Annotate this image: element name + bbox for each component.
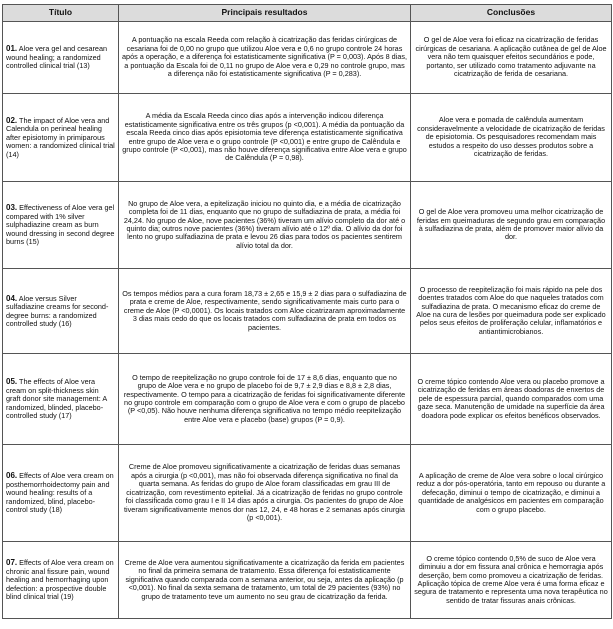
header-title: Título <box>3 5 119 22</box>
study-title-cell <box>3 542 119 619</box>
study-number: 05. <box>6 377 18 387</box>
study-number: 04. <box>6 293 18 303</box>
study-conclusions: O creme tópico contendo Aloe vera ou placebo promove a cicatrização de feridas em áreas doadoras de enxertos de pele de espessura parcial, quando comparados com uma gaze seca. Manutenção de umidade na superfície da área doadora pode explicar os efeitos benéficos observados. <box>411 354 612 445</box>
study-conclusions: O processo de reepitelização foi mais rápido na pele dos doentes tratados com Aloe do que naqueles tratados com sulfadiazina de prata. O mecanismo eficaz do creme de Aloe na cura de lesões por queimadura pode ser explicado pelos seus efeitos de proliferação celular, inflamatórios e antiantimicrobianos. <box>411 269 612 354</box>
study-conclusions: Aloe vera e pomada de calêndula aumentam consideravelmente a velocidade de cicatrização de feridas de episiotomia. Os pesquisadores recomendam mais estudos a respeito do uso desses produtos sobre a cicatrização de feridas. <box>411 94 612 182</box>
table-row <box>3 182 612 269</box>
study-results: Creme de Aloe vera aumentou significativamente a cicatrização da ferida em pacientes no final da primeira semana de tratamento. Essa diferença foi estatisticamente significativa quando comparada com a semana anterior, ou seja, antes da aplicação (p <0,001). No final da sexta semana de tratamento, um total de 29 pacientes (93%) no grupo de tratamento teve um aumento no seu grau de cicatrização da ferida. <box>119 542 411 619</box>
study-number: 03. <box>6 203 18 213</box>
table-row <box>3 94 612 182</box>
study-title: Effects of Aloe vera cream on chronic anal fissure pain, wound healing and hemorrhaging upon defection: a prospective double blind clinical trial (19) <box>6 558 114 602</box>
table-row <box>3 445 612 542</box>
table-row <box>3 22 612 94</box>
table-row <box>3 269 612 354</box>
study-number: 06. <box>6 471 18 481</box>
study-results: Os tempos médios para a cura foram 18,73 ± 2,65 e 15,9 ± 2 dias para o sulfadiazina de prata e creme de Aloe, respectivamente, sendo significativamente mais curto para o creme de Aloe (P <0,0001). Os locais tratados com Aloe cicatrizaram aproximadamente 3 dias mais cedo do que os locais tratados com sulfadiazina de prata em todos os pacientes. <box>119 269 411 354</box>
study-title: Aloe versus Silver sulfadiazine creams for second-degree burns: a randomized controlled study (16) <box>6 293 109 328</box>
study-results: Creme de Aloe promoveu significativamente a cicatrização de feridas duas semanas após a cirurgia (p <0,001), mas não foi observada diferença significativa no final da quarta semana. As feridas do grupo de Aloe foram classificadas em grau III de cicatrização, com revestimento epitelial. Já a cicatrização de feridas no grupo controle foi classificada como grau I e II 14 dias após a cirurgia. Os pacientes do grupo de Aloe tiveram significativamente menos dor nas 12, 24, e 48 horas e 2 semanas após cirurgia (p <0,001). <box>119 445 411 542</box>
study-results: A média da Escala Reeda cinco dias após a intervenção indicou diferença estatisticamente significativa entre os três grupos (p <0,001). A média da pontuação da escala Reeda cinco dias após episiotomia teve diferença estatisticamente significativa entre grupo de Aloe vera e o grupo controle (P <0,001) e entre grupo de Calêndula e grupo controle (P <0,001), mas não houve diferença significativa entre Aloe vera e grupo de Calêndula (P = 0,98). <box>119 94 411 182</box>
study-number: 02. <box>6 115 18 125</box>
results-table <box>2 4 612 619</box>
study-results: No grupo de Aloe vera, a epitelização iniciou no quinto dia, e a média de cicatrização completa foi de 11 dias, enquanto que no grupo de sulfadiazina de prata, a média foi 24,24. No grupo de Aloe, nove pacientes (36%) tiveram um alívio completo da dor até o quinto dia; outros nove pacientes (36%) tiveram alívio até o 12º dia. O alívio da dor foi lento no grupo sulfadiazina de prata e levou 26 dias para todos os pacientes sentirem alívio total da dor. <box>119 182 411 269</box>
study-conclusions: O creme tópico contendo 0,5% de suco de Aloe vera diminuiu a dor em fissura anal crônica e hemorragia após deserção, bem como promoveu a cicatrização de feridas. Aplicação tópica de creme Aloe vera é uma forma eficaz e segura de tratamento e representa uma nova terapêutica no sentido de tratar fissuras anais crônicas. <box>411 542 612 619</box>
study-conclusions: O gel de Aloe vera foi eficaz na cicatrização de feridas cirúrgicas de cesariana. A aplicação cutânea de gel de Aloe vera não tem quaisquer efeitos secundários e pode, portanto, ser utilizado como tratamento adjuvante na cicatrização de ferida de cesariana. <box>411 22 612 94</box>
header-conclusions: Conclusões <box>411 5 612 22</box>
study-conclusions: A aplicação de creme de Aloe vera sobre o local cirúrgico reduz a dor pós-operatória, tanto em repouso ou durante a defecação, diminui o tempo de cicatrização, e diminui a quantidade de analgésicos em pacientes em comparação com o grupo placebo. <box>411 445 612 542</box>
table-row <box>3 542 612 619</box>
study-title: Effects of Aloe vera cream on posthemorrhoidectomy pain and wound healing: results of a randomized, blind, placebo-control study (18) <box>6 471 114 515</box>
study-title-cell <box>3 445 119 542</box>
study-title: The impact of Aloe vera and Calendula on perineal healing after episiotomy in primiparous women: a randomized clinical trial (14) <box>6 115 115 159</box>
table-row <box>3 354 612 445</box>
study-title-cell <box>3 94 119 182</box>
study-number: 01. <box>6 44 18 54</box>
study-title: Effectiveness of Aloe vera gel compared with 1% silver sulphadiazine cream as burn wound dressing in second degree burns (15) <box>6 203 115 247</box>
table-header-row <box>3 5 612 22</box>
study-title-cell <box>3 22 119 94</box>
study-title: The effects of Aloe vera cream on split-thickness skin graft donor site management: A randomized, blinded, placebo-controlled study (17) <box>6 377 107 421</box>
study-results: A pontuação na escala Reeda com relação à cicatrização das feridas cirúrgicas de cesariana foi de 0,00 no grupo que utilizou Aloe vera e 0,6 no grupo controle 24 horas após a operação, e a diferença foi estatisticamente significativa (P = 0,003). Após 8 dias, a pontuação da Escala foi de 0,11 no grupo de Aloe vera e 0,29 no controle grupo, mas a diferença não foi estatisticamente significativa (P = 0,283). <box>119 22 411 94</box>
study-results: O tempo de reepitelização no grupo controle foi de 17 ± 8,6 dias, enquanto que no grupo de Aloe vera e no grupo de placebo foi de 9,7 ± 2,9 dias e 8,8 ± 2,8 dias, respectivamente. O tempo para a cicatrização de feridas foi significativamente diferente no grupo controle em comparação com o grupo de Aloe vera e com o grupo de placebo (P <0,05). Não houve nenhuma diferença significativa no tempo médio reepitelização entre Aloe vera e placebo (base) grupos (P = 0,9). <box>119 354 411 445</box>
study-number: 07. <box>6 558 18 568</box>
study-title: Aloe vera gel and cesarean wound healing; a randomized controlled clinical trial (13) <box>6 44 108 71</box>
study-conclusions: O gel de Aloe vera promoveu uma melhor cicatrização de feridas em queimaduras de segundo grau em comparação à sulfadiazina de prata, além de promover maior alívio da dor. <box>411 182 612 269</box>
study-title-cell <box>3 269 119 354</box>
study-title-cell <box>3 354 119 445</box>
header-results: Principais resultados <box>119 5 411 22</box>
study-title-cell <box>3 182 119 269</box>
